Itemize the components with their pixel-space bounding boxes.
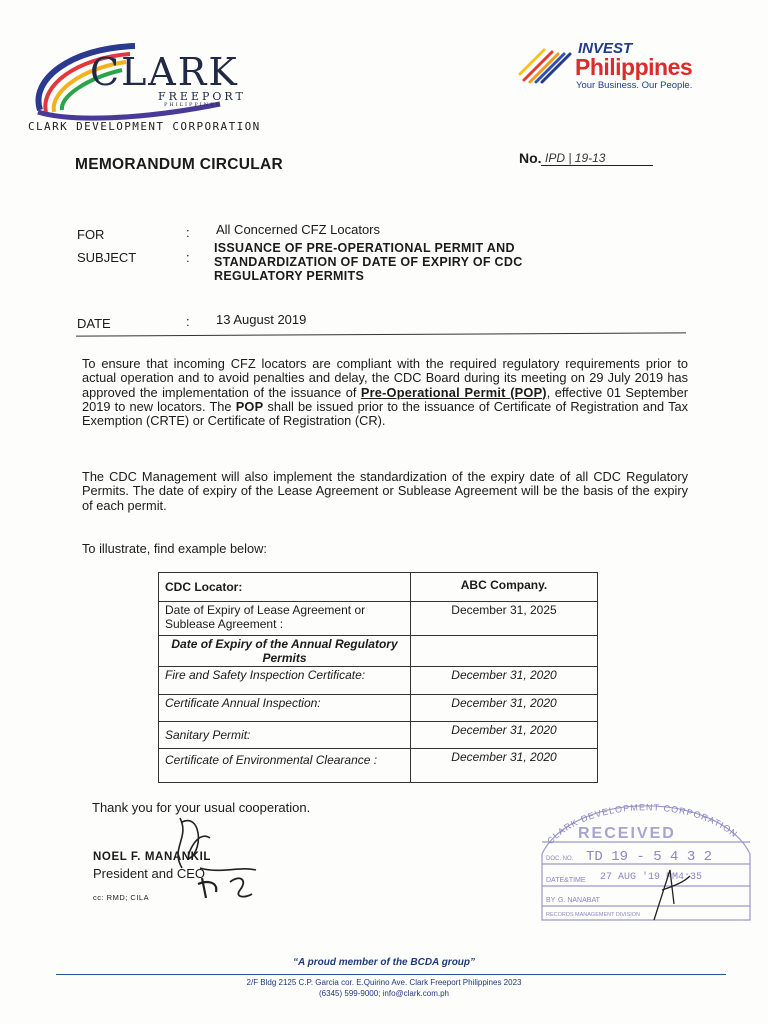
- table-header-row: [159, 573, 597, 601]
- clark-freeport-text: FREEPORT: [158, 90, 246, 103]
- clark-philippines-text: PHILIPPINES: [164, 102, 222, 108]
- organization-name: CLARK DEVELOPMENT CORPORATION: [28, 120, 261, 133]
- thanks-line: Thank you for your usual cooperation.: [92, 800, 311, 815]
- stamp-received: RECEIVED: [578, 825, 676, 842]
- footer-motto: “A proud member of the BCDA group”: [292, 957, 476, 968]
- signer-position: President and CEO: [93, 866, 206, 881]
- clark-wordmark: CLARK: [90, 50, 239, 94]
- permit-value: December 31, 2020: [451, 750, 557, 764]
- table-row: [159, 748, 597, 782]
- paragraph-standardization: The CDC Management will also implement the standardization of the expiry date of all CDC Regulatory Permits. The date of expiry of the Lease Agreement or Sublease Agreement will be the basis of the expiry of each permit.: [82, 469, 688, 513]
- invest-wordmark: INVEST: [578, 40, 633, 57]
- footer-divider: [56, 974, 726, 975]
- pop-term: POP: [235, 398, 264, 414]
- memo-title: MEMORANDUM CIRCULAR: [75, 156, 284, 173]
- date-label: DATE: [77, 316, 111, 331]
- stamp-by-value: G. NANABAT: [558, 897, 600, 904]
- table-row: [159, 721, 597, 748]
- memo-number-label: No.: [519, 150, 542, 166]
- lease-expiry-label: Date of Expiry of Lease Agreement or Sublease Agreement :: [159, 602, 411, 635]
- paragraph-pop-end: shall be issued prior to the issuance of Certificate of Registration and Tax Exemption (CRTE) or Certificate of Registration (CR).: [82, 398, 688, 429]
- for-value: All Concerned CFZ Locators: [216, 222, 381, 237]
- permit-label: Certificate of Environmental Clearance :: [159, 749, 411, 782]
- table-row: [159, 635, 597, 666]
- signature-mark: [160, 808, 280, 908]
- table-row: [159, 601, 597, 635]
- permit-label: Certificate Annual Inspection:: [159, 695, 411, 721]
- permit-value: December 31, 2020: [451, 668, 557, 682]
- stamp-dept: RECORDS MANAGEMENT DIVISION: [546, 912, 641, 918]
- memo-number-value: IPD | 19-13: [541, 151, 653, 166]
- permit-expiry-table: [158, 572, 598, 783]
- for-colon: :: [186, 225, 190, 240]
- table-header-company: ABC Company.: [460, 578, 548, 592]
- annual-permits-section-label: Date of Expiry of the Annual Regulatory Permits: [159, 636, 411, 666]
- stamp-doc-value: TD 19 - 5 4 3 2: [586, 849, 713, 865]
- for-label: FOR: [77, 227, 105, 242]
- invest-tagline: Your Business. Our People.: [576, 80, 693, 91]
- permit-label: Fire and Safety Inspection Certificate:: [159, 667, 411, 694]
- paragraph-pop-intro: To ensure that incoming CFZ locators are compliant with the required regulatory requirements prior to actual operation and to avoid penalties and delay, the CDC Board during its meeting on 29 July 2019 has approved the implementation of the issuance of: [82, 356, 688, 400]
- permit-label: Sanitary Permit:: [159, 722, 411, 748]
- table-row: [159, 666, 597, 694]
- footer-address: 2/F Bldg 2125 C.P. Garcia cor. E.Quirino Ave. Clark Freeport Philippines 2023: [246, 978, 522, 987]
- stamp-org: CLARK DEVELOPMENT CORPORATION: [545, 802, 740, 846]
- signer-name: NOEL F. MANANKIL: [93, 851, 211, 863]
- lease-expiry-value: December 31, 2025: [451, 603, 557, 617]
- paragraph-pop: [82, 357, 688, 428]
- paragraph-pop-mid: , effective 01 September 2019 to new locators. The: [82, 384, 688, 414]
- permit-value: December 31, 2020: [451, 723, 557, 737]
- subject-label: SUBJECT: [77, 250, 137, 265]
- permit-value: December 31, 2020: [451, 696, 557, 710]
- table-header-locator: CDC Locator:: [159, 573, 411, 601]
- stamp-date-label: DATE&TIME: [546, 877, 586, 884]
- header-divider: [76, 332, 686, 336]
- pop-full-term: Pre-Operational Permit (POP): [360, 384, 547, 400]
- paragraph-illustrate: To illustrate, find example below:: [82, 541, 267, 556]
- table-row: [159, 694, 597, 721]
- stamp-by-label: BY: [546, 897, 556, 904]
- subject-colon: :: [186, 250, 190, 265]
- date-value: 13 August 2019: [216, 312, 307, 327]
- date-colon: :: [186, 314, 190, 329]
- cc-line: cc: RMD; CILA: [93, 893, 150, 902]
- footer-contact: (6345) 599-9000; info@clark.com.ph: [319, 989, 449, 998]
- subject-value: ISSUANCE OF PRE-OPERATIONAL PERMIT AND STANDARDIZATION OF DATE OF EXPIRY OF CDC REGULATORY PERMITS: [214, 241, 523, 283]
- stamp-date-value: 27 AUG '19 PM4:35: [600, 872, 703, 883]
- stamp-doc-label: DOC. NO.: [546, 856, 574, 862]
- receiver-initials-mark: [640, 860, 700, 930]
- philippines-wordmark: Philippines: [575, 54, 693, 80]
- invest-philippines-logo-icon: [518, 46, 578, 86]
